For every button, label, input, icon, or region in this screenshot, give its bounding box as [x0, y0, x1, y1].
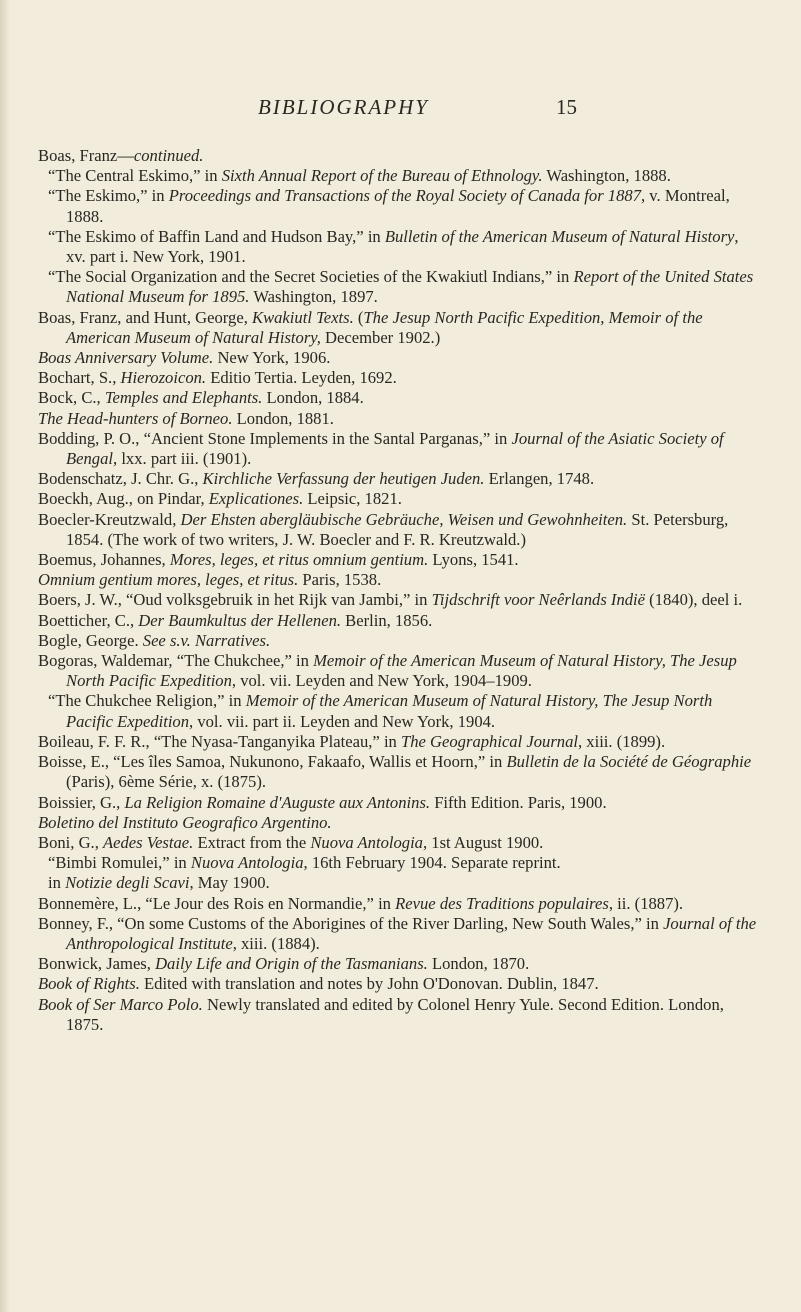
- entry-text: , xv. part i. New York, 1901.: [66, 226, 739, 267]
- bibliography-entry: [38, 429, 762, 469]
- entry-title-text: Memoir of the American Museum of Natural History, The Jesup North Pacific Expedition: [66, 691, 713, 731]
- entry-text: , May 1900.: [189, 873, 270, 893]
- page-edge-shadow: [0, 0, 10, 1312]
- bibliography-subentry: [38, 186, 762, 226]
- bibliography-subentry: [38, 873, 762, 893]
- entry-text: December 1902.): [320, 327, 441, 347]
- bibliography-entry: [38, 974, 762, 994]
- entry-text: “The Eskimo,” in: [48, 186, 169, 206]
- entry-text: Extract from the: [193, 832, 311, 852]
- entry-text: London, 1881.: [232, 408, 334, 428]
- entry-title-text: Report of the United States National Museum for 1895.: [66, 267, 754, 307]
- entry-text: Bonney, F., “On some Customs of the Aborigines of the River Darling, New South Wales,” in: [38, 913, 664, 933]
- entry-title-text: Der Ehsten abergläubische Gebräuche, Weisen und Gewohnheiten.: [180, 509, 628, 529]
- entry-title-text: See s.v. Narratives.: [142, 630, 271, 650]
- entry-title-text: Bulletin de la Société de Géographie: [506, 752, 752, 772]
- bibliography-entry: [38, 348, 762, 368]
- bibliography-entry: [38, 489, 762, 509]
- bibliography-entry: [38, 388, 762, 408]
- entry-text: Erlangen, 1748.: [484, 469, 595, 489]
- entry-text: , lxx. part iii. (1901).: [113, 449, 252, 469]
- entry-text: New York, 1906.: [213, 348, 331, 368]
- entry-text: Edited with translation and notes by John O'Donovan. Dublin, 1847.: [139, 974, 599, 994]
- bibliography-entry: [38, 813, 762, 833]
- entry-title-text: La Religion Romaine d'Auguste aux Antonins.: [124, 792, 431, 812]
- entry-text: “The Chukchee Religion,” in: [48, 691, 246, 711]
- entry-title-text: continued.: [133, 146, 204, 165]
- entry-text: Washington, 1897.: [249, 287, 378, 307]
- bibliography-entry: [38, 651, 762, 691]
- entry-text: “The Social Organization and the Secret Societies of the Kwakiutl Indians,” in: [48, 267, 574, 287]
- entry-text: Boileau, F. F. R., “The Nyasa-Tanganyika Plateau,” in: [38, 731, 401, 751]
- bibliography-entry: [38, 631, 762, 651]
- bibliography-subentry: [38, 691, 762, 731]
- entry-title-text: Sixth Annual Report of the Bureau of Ethnology.: [221, 166, 543, 186]
- entry-text: Boas, Franz, and Hunt, George,: [38, 307, 252, 327]
- bibliography-entry: [38, 793, 762, 813]
- bibliography-subentry: [38, 227, 762, 267]
- entry-text: Paris, 1538.: [298, 570, 382, 590]
- entry-text: Lyons, 1541.: [428, 550, 519, 570]
- entry-title-text: Tijdschrift voor Neêrlands Indië: [431, 590, 646, 610]
- bibliography-entry: [38, 368, 762, 388]
- entry-text: Fifth Edition. Paris, 1900.: [430, 792, 607, 812]
- entry-title-text: Notizie degli Scavi: [65, 873, 190, 893]
- entry-text: Boeckh, Aug., on Pindar,: [38, 489, 209, 509]
- entry-title-text: Hierozoicon.: [120, 368, 207, 388]
- bibliography-subentry: [38, 267, 762, 307]
- entry-title-text: Proceedings and Transactions of the Royal Society of Canada for 1887: [168, 186, 641, 206]
- entry-text: “The Central Eskimo,” in: [48, 166, 222, 186]
- entry-text: Bock, C.,: [38, 388, 105, 408]
- entry-text: in: [48, 873, 66, 893]
- bibliography-entry: [38, 409, 762, 429]
- entry-title-text: Daily Life and Origin of the Tasmanians.: [155, 954, 428, 974]
- entry-title-text: Revue des Traditions populaires: [395, 893, 609, 913]
- running-head: [0, 95, 801, 125]
- entry-text: (Paris), 6ème Série, x. (1875).: [66, 772, 266, 792]
- entry-text: , xiii. (1899).: [577, 731, 666, 751]
- entry-text: , vol. vii. Leyden and New York, 1904–1909.: [231, 671, 532, 691]
- entry-text: Bonwick, James,: [38, 954, 156, 974]
- entry-text: London, 1884.: [262, 388, 364, 408]
- entry-text: Boers, J. W., “Oud volksgebruik in het Rijk van Jambi,” in: [38, 590, 432, 610]
- entry-title-text: Omnium gentium mores, leges, et ritus.: [38, 570, 299, 590]
- entry-title-text: Journal of the Asiatic Society of Bengal: [66, 428, 724, 469]
- bibliography-entry: [38, 914, 762, 954]
- entry-text: , 16th February 1904. Separate reprint.: [303, 853, 561, 873]
- entry-title-text: The Jesup North Pacific Expedition, Memoir of the American Museum of Natural History,: [66, 307, 703, 347]
- bibliography-entry: [38, 732, 762, 752]
- bibliography-entry: [38, 995, 762, 1035]
- entry-text: Bodding, P. O., “Ancient Stone Implements in the Santal Parganas,” in: [38, 428, 512, 448]
- entry-text: Leipsic, 1821.: [303, 489, 402, 509]
- entry-text: Bogoras, Waldemar, “The Chukchee,” in: [38, 651, 314, 671]
- bibliography-entry: [38, 469, 762, 489]
- entry-title-text: Nuova Antologia: [190, 853, 304, 873]
- entry-text: , 1st August 1900.: [422, 832, 544, 852]
- entry-text: , vol. vii. part ii. Leyden and New York, 1904.: [189, 711, 496, 731]
- bibliography-entries: [38, 146, 762, 1035]
- entry-text: Boisse, E., “Les îles Samoa, Nukunono, Fakaafo, Wallis et Hoorn,” in: [38, 752, 507, 772]
- entry-title-text: Kirchliche Verfassung der heutigen Juden.: [202, 469, 485, 489]
- entry-text: , ii. (1887).: [608, 893, 684, 913]
- entry-title-text: Book of Ser Marco Polo.: [38, 994, 203, 1014]
- bibliography-entry: [38, 611, 762, 631]
- bibliography-entry: [38, 570, 762, 590]
- entry-title-text: Explicationes.: [208, 489, 304, 509]
- entry-text: Bonnemère, L., “Le Jour des Rois en Normandie,” in: [38, 893, 396, 913]
- entry-text: Boetticher, C.,: [38, 610, 139, 630]
- bibliography-subentry: [38, 853, 762, 873]
- bibliography-entry: [38, 146, 762, 166]
- entry-text: Boecler-Kreutzwald,: [38, 509, 181, 529]
- entry-text: Bogle, George.: [38, 630, 143, 650]
- entry-text: (1840), deel i.: [645, 590, 743, 610]
- entry-title-text: Kwakiutl Texts.: [252, 307, 354, 327]
- entry-text: “Bimbi Romulei,” in: [48, 853, 191, 873]
- bibliography-entry: [38, 590, 762, 610]
- entry-title-text: Temples and Elephants.: [104, 388, 263, 408]
- entry-text: London, 1870.: [427, 954, 530, 974]
- page-number: 15: [556, 95, 577, 119]
- entry-text: , v. Montreal, 1888.: [66, 186, 730, 226]
- entry-text: Berlin, 1856.: [341, 610, 433, 630]
- entry-title-text: Nuova Antologia: [310, 832, 423, 852]
- entry-text: Newly translated and edited by Colonel Henry Yule. Second Edition. London, 1875.: [66, 994, 724, 1034]
- entry-title-text: Der Baumkultus der Hellenen.: [138, 610, 342, 630]
- entry-title-text: Boas Anniversary Volume.: [38, 348, 214, 368]
- entry-title-text: Aedes Vestae.: [103, 832, 194, 852]
- bibliography-entry: [38, 510, 762, 550]
- entry-title-text: Bulletin of the American Museum of Natural History: [384, 226, 735, 246]
- entry-text: St. Petersburg, 1854. (The work of two writers, J. W. Boecler and F. R. Kreutzwald.): [66, 509, 729, 549]
- entry-text: , xiii. (1884).: [232, 933, 320, 953]
- entry-title-text: Mores, leges, et ritus omnium gentium.: [169, 550, 429, 570]
- bibliography-entry: [38, 833, 762, 853]
- entry-text: Boni, G.,: [38, 832, 103, 852]
- entry-title-text: The Geographical Journal: [401, 731, 578, 751]
- running-title: BIBLIOGRAPHY: [258, 95, 429, 119]
- entry-title-text: Memoir of the American Museum of Natural History, The Jesup North Pacific Expedition: [66, 651, 737, 691]
- bibliography-entry: [38, 894, 762, 914]
- entry-title-text: Journal of the Anthropological Institute: [66, 913, 757, 953]
- entry-text: Editio Tertia. Leyden, 1692.: [206, 368, 397, 388]
- entry-text: (: [353, 307, 364, 327]
- bibliography-entry: [38, 954, 762, 974]
- bibliography-subentry: [38, 166, 762, 186]
- bibliography-entry: [38, 308, 762, 348]
- entry-text: Boemus, Johannes,: [38, 550, 170, 570]
- entry-text: Boissier, G.,: [38, 792, 125, 812]
- entry-text: Washington, 1888.: [542, 166, 671, 186]
- entry-text: Bochart, S.,: [38, 368, 121, 388]
- entry-text: Boas, Franz—: [38, 146, 134, 165]
- entry-title-text: Book of Rights.: [38, 974, 140, 994]
- entry-text: Bodenschatz, J. Chr. G.,: [38, 469, 203, 489]
- bibliography-entry: [38, 550, 762, 570]
- entry-text: “The Eskimo of Baffin Land and Hudson Bay,” in: [48, 226, 385, 246]
- entry-title-text: Boletino del Instituto Geografico Argentino.: [38, 812, 332, 832]
- bibliography-entry: [38, 752, 762, 792]
- entry-title-text: The Head-hunters of Borneo.: [38, 408, 233, 428]
